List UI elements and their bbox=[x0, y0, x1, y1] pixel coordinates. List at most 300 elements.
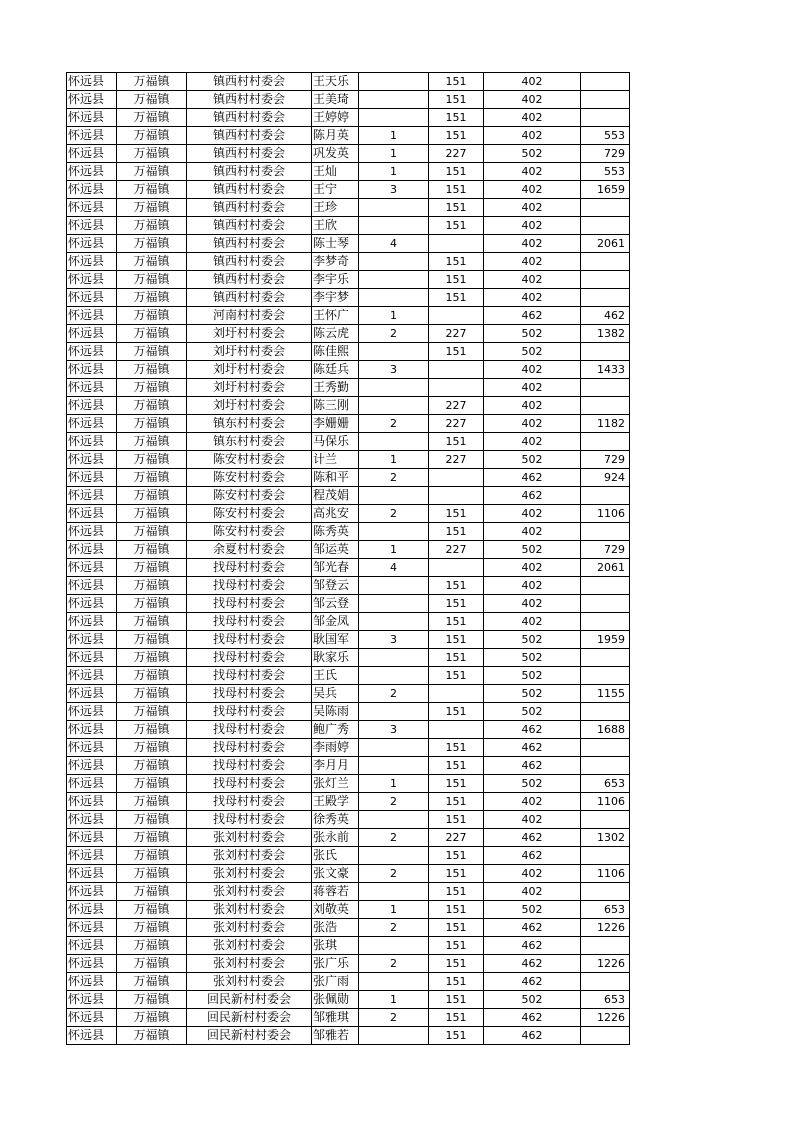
name-cell: 马保乐 bbox=[312, 433, 359, 451]
village-cell: 回民新村村委会 bbox=[187, 1027, 312, 1045]
table-row bbox=[67, 1027, 630, 1045]
town-cell: 万福镇 bbox=[117, 163, 187, 181]
town-cell: 万福镇 bbox=[117, 577, 187, 595]
town-cell: 万福镇 bbox=[117, 361, 187, 379]
name-cell: 耿家乐 bbox=[312, 649, 359, 667]
count-cell: 4 bbox=[359, 559, 429, 577]
county-cell: 怀远县 bbox=[67, 181, 117, 199]
count-cell bbox=[359, 379, 429, 397]
value-b-cell: 502 bbox=[484, 703, 581, 721]
village-cell: 镇西村村委会 bbox=[187, 109, 312, 127]
name-cell: 吴兵 bbox=[312, 685, 359, 703]
table-row bbox=[67, 307, 630, 325]
value-b-cell: 462 bbox=[484, 955, 581, 973]
value-a-cell: 151 bbox=[429, 865, 484, 883]
table-row bbox=[67, 973, 630, 991]
table-row bbox=[67, 901, 630, 919]
county-cell: 怀远县 bbox=[67, 649, 117, 667]
table-row bbox=[67, 703, 630, 721]
table-row bbox=[67, 919, 630, 937]
value-b-cell: 402 bbox=[484, 883, 581, 901]
value-b-cell: 402 bbox=[484, 415, 581, 433]
name-cell: 李宇乐 bbox=[312, 271, 359, 289]
value-a-cell: 227 bbox=[429, 415, 484, 433]
count-cell: 2 bbox=[359, 919, 429, 937]
total-cell: 653 bbox=[581, 901, 630, 919]
table-row bbox=[67, 217, 630, 235]
name-cell: 陈秀英 bbox=[312, 523, 359, 541]
village-cell: 刘圩村村委会 bbox=[187, 361, 312, 379]
value-a-cell: 151 bbox=[429, 847, 484, 865]
value-b-cell: 402 bbox=[484, 793, 581, 811]
value-a-cell: 151 bbox=[429, 973, 484, 991]
town-cell: 万福镇 bbox=[117, 325, 187, 343]
table-row bbox=[67, 235, 630, 253]
count-cell: 3 bbox=[359, 361, 429, 379]
county-cell: 怀远县 bbox=[67, 883, 117, 901]
total-cell: 1106 bbox=[581, 793, 630, 811]
value-a-cell: 151 bbox=[429, 217, 484, 235]
value-a-cell bbox=[429, 307, 484, 325]
value-b-cell: 402 bbox=[484, 235, 581, 253]
total-cell bbox=[581, 433, 630, 451]
name-cell: 邹雅若 bbox=[312, 1027, 359, 1045]
village-cell: 镇西村村委会 bbox=[187, 91, 312, 109]
value-b-cell: 402 bbox=[484, 109, 581, 127]
total-cell bbox=[581, 109, 630, 127]
town-cell: 万福镇 bbox=[117, 829, 187, 847]
town-cell: 万福镇 bbox=[117, 883, 187, 901]
value-a-cell: 151 bbox=[429, 901, 484, 919]
value-a-cell bbox=[429, 685, 484, 703]
village-cell: 刘圩村村委会 bbox=[187, 379, 312, 397]
total-cell: 2061 bbox=[581, 559, 630, 577]
county-cell: 怀远县 bbox=[67, 721, 117, 739]
value-b-cell: 402 bbox=[484, 271, 581, 289]
county-cell: 怀远县 bbox=[67, 1027, 117, 1045]
county-cell: 怀远县 bbox=[67, 505, 117, 523]
town-cell: 万福镇 bbox=[117, 1027, 187, 1045]
village-cell: 找母村村委会 bbox=[187, 739, 312, 757]
value-a-cell bbox=[429, 721, 484, 739]
name-cell: 陈士琴 bbox=[312, 235, 359, 253]
value-b-cell: 502 bbox=[484, 325, 581, 343]
town-cell: 万福镇 bbox=[117, 649, 187, 667]
count-cell bbox=[359, 883, 429, 901]
value-a-cell: 151 bbox=[429, 739, 484, 757]
value-a-cell: 151 bbox=[429, 793, 484, 811]
table-row bbox=[67, 991, 630, 1009]
name-cell: 陈和平 bbox=[312, 469, 359, 487]
town-cell: 万福镇 bbox=[117, 199, 187, 217]
value-a-cell: 151 bbox=[429, 775, 484, 793]
village-cell: 镇西村村委会 bbox=[187, 217, 312, 235]
value-b-cell: 402 bbox=[484, 199, 581, 217]
value-b-cell: 502 bbox=[484, 685, 581, 703]
value-a-cell: 151 bbox=[429, 523, 484, 541]
town-cell: 万福镇 bbox=[117, 433, 187, 451]
value-b-cell: 402 bbox=[484, 217, 581, 235]
town-cell: 万福镇 bbox=[117, 721, 187, 739]
town-cell: 万福镇 bbox=[117, 991, 187, 1009]
town-cell: 万福镇 bbox=[117, 217, 187, 235]
town-cell: 万福镇 bbox=[117, 253, 187, 271]
town-cell: 万福镇 bbox=[117, 757, 187, 775]
value-b-cell: 502 bbox=[484, 631, 581, 649]
value-a-cell bbox=[429, 379, 484, 397]
value-b-cell: 502 bbox=[484, 667, 581, 685]
table-row bbox=[67, 883, 630, 901]
total-cell: 1302 bbox=[581, 829, 630, 847]
name-cell: 王美琦 bbox=[312, 91, 359, 109]
value-a-cell: 151 bbox=[429, 127, 484, 145]
county-cell: 怀远县 bbox=[67, 955, 117, 973]
count-cell bbox=[359, 577, 429, 595]
value-b-cell: 502 bbox=[484, 343, 581, 361]
name-cell: 巩发英 bbox=[312, 145, 359, 163]
village-cell: 镇西村村委会 bbox=[187, 181, 312, 199]
village-cell: 找母村村委会 bbox=[187, 667, 312, 685]
county-cell: 怀远县 bbox=[67, 127, 117, 145]
table-row bbox=[67, 415, 630, 433]
county-cell: 怀远县 bbox=[67, 379, 117, 397]
total-cell bbox=[581, 739, 630, 757]
county-cell: 怀远县 bbox=[67, 415, 117, 433]
value-a-cell: 151 bbox=[429, 613, 484, 631]
table-row bbox=[67, 739, 630, 757]
count-cell: 2 bbox=[359, 793, 429, 811]
count-cell: 2 bbox=[359, 469, 429, 487]
value-b-cell: 402 bbox=[484, 559, 581, 577]
value-b-cell: 462 bbox=[484, 937, 581, 955]
town-cell: 万福镇 bbox=[117, 613, 187, 631]
value-b-cell: 402 bbox=[484, 397, 581, 415]
village-cell: 镇西村村委会 bbox=[187, 271, 312, 289]
name-cell: 张永前 bbox=[312, 829, 359, 847]
village-cell: 镇东村村委会 bbox=[187, 433, 312, 451]
value-b-cell: 502 bbox=[484, 145, 581, 163]
total-cell bbox=[581, 271, 630, 289]
value-a-cell: 151 bbox=[429, 577, 484, 595]
county-cell: 怀远县 bbox=[67, 631, 117, 649]
county-cell: 怀远县 bbox=[67, 217, 117, 235]
village-cell: 找母村村委会 bbox=[187, 559, 312, 577]
value-a-cell bbox=[429, 559, 484, 577]
town-cell: 万福镇 bbox=[117, 379, 187, 397]
name-cell: 王宁 bbox=[312, 181, 359, 199]
county-cell: 怀远县 bbox=[67, 109, 117, 127]
town-cell: 万福镇 bbox=[117, 685, 187, 703]
town-cell: 万福镇 bbox=[117, 307, 187, 325]
table-row bbox=[67, 505, 630, 523]
town-cell: 万福镇 bbox=[117, 1009, 187, 1027]
value-a-cell: 151 bbox=[429, 811, 484, 829]
table-row bbox=[67, 523, 630, 541]
value-b-cell: 402 bbox=[484, 163, 581, 181]
town-cell: 万福镇 bbox=[117, 415, 187, 433]
total-cell bbox=[581, 667, 630, 685]
table-row bbox=[67, 757, 630, 775]
value-b-cell: 402 bbox=[484, 361, 581, 379]
village-cell: 镇西村村委会 bbox=[187, 127, 312, 145]
total-cell: 1226 bbox=[581, 955, 630, 973]
total-cell: 553 bbox=[581, 127, 630, 145]
table-row bbox=[67, 73, 630, 91]
village-cell: 张刘村村委会 bbox=[187, 865, 312, 883]
name-cell: 陈月英 bbox=[312, 127, 359, 145]
value-a-cell: 151 bbox=[429, 163, 484, 181]
value-a-cell bbox=[429, 487, 484, 505]
table-row bbox=[67, 397, 630, 415]
village-cell: 镇东村村委会 bbox=[187, 415, 312, 433]
value-b-cell: 462 bbox=[484, 973, 581, 991]
town-cell: 万福镇 bbox=[117, 127, 187, 145]
value-b-cell: 462 bbox=[484, 739, 581, 757]
total-cell bbox=[581, 199, 630, 217]
town-cell: 万福镇 bbox=[117, 901, 187, 919]
table-row bbox=[67, 811, 630, 829]
name-cell: 耿国军 bbox=[312, 631, 359, 649]
village-cell: 镇西村村委会 bbox=[187, 163, 312, 181]
value-b-cell: 402 bbox=[484, 379, 581, 397]
county-cell: 怀远县 bbox=[67, 451, 117, 469]
village-cell: 回民新村村委会 bbox=[187, 991, 312, 1009]
count-cell bbox=[359, 343, 429, 361]
total-cell bbox=[581, 379, 630, 397]
name-cell: 王殿学 bbox=[312, 793, 359, 811]
name-cell: 陈三刚 bbox=[312, 397, 359, 415]
name-cell: 程茂娟 bbox=[312, 487, 359, 505]
village-cell: 回民新村村委会 bbox=[187, 1009, 312, 1027]
table-row bbox=[67, 127, 630, 145]
total-cell: 1226 bbox=[581, 919, 630, 937]
value-a-cell bbox=[429, 235, 484, 253]
county-cell: 怀远县 bbox=[67, 433, 117, 451]
table-row bbox=[67, 361, 630, 379]
count-cell: 1 bbox=[359, 541, 429, 559]
count-cell: 1 bbox=[359, 127, 429, 145]
total-cell: 729 bbox=[581, 451, 630, 469]
name-cell: 刘敬英 bbox=[312, 901, 359, 919]
value-a-cell: 151 bbox=[429, 757, 484, 775]
table-row bbox=[67, 199, 630, 217]
value-a-cell: 151 bbox=[429, 937, 484, 955]
town-cell: 万福镇 bbox=[117, 973, 187, 991]
count-cell: 3 bbox=[359, 181, 429, 199]
count-cell: 2 bbox=[359, 505, 429, 523]
village-cell: 刘圩村村委会 bbox=[187, 397, 312, 415]
value-b-cell: 462 bbox=[484, 829, 581, 847]
value-b-cell: 462 bbox=[484, 307, 581, 325]
count-cell: 2 bbox=[359, 415, 429, 433]
total-cell bbox=[581, 847, 630, 865]
value-a-cell: 151 bbox=[429, 199, 484, 217]
table-row bbox=[67, 451, 630, 469]
total-cell: 2061 bbox=[581, 235, 630, 253]
total-cell: 1226 bbox=[581, 1009, 630, 1027]
village-cell: 张刘村村委会 bbox=[187, 955, 312, 973]
county-cell: 怀远县 bbox=[67, 739, 117, 757]
value-b-cell: 402 bbox=[484, 127, 581, 145]
county-cell: 怀远县 bbox=[67, 685, 117, 703]
county-cell: 怀远县 bbox=[67, 973, 117, 991]
value-b-cell: 462 bbox=[484, 721, 581, 739]
village-cell: 张刘村村委会 bbox=[187, 829, 312, 847]
village-cell: 镇西村村委会 bbox=[187, 73, 312, 91]
table-row bbox=[67, 829, 630, 847]
county-cell: 怀远县 bbox=[67, 343, 117, 361]
county-cell: 怀远县 bbox=[67, 325, 117, 343]
value-a-cell: 227 bbox=[429, 145, 484, 163]
total-cell bbox=[581, 613, 630, 631]
value-b-cell: 402 bbox=[484, 577, 581, 595]
count-cell: 1 bbox=[359, 901, 429, 919]
value-b-cell: 502 bbox=[484, 541, 581, 559]
value-b-cell: 462 bbox=[484, 919, 581, 937]
village-cell: 刘圩村村委会 bbox=[187, 325, 312, 343]
count-cell bbox=[359, 847, 429, 865]
name-cell: 王欣 bbox=[312, 217, 359, 235]
value-a-cell: 227 bbox=[429, 325, 484, 343]
county-cell: 怀远县 bbox=[67, 793, 117, 811]
value-a-cell: 151 bbox=[429, 991, 484, 1009]
name-cell: 张氏 bbox=[312, 847, 359, 865]
count-cell bbox=[359, 613, 429, 631]
county-cell: 怀远县 bbox=[67, 577, 117, 595]
table-row bbox=[67, 685, 630, 703]
village-cell: 陈安村村委会 bbox=[187, 451, 312, 469]
count-cell bbox=[359, 973, 429, 991]
value-b-cell: 402 bbox=[484, 613, 581, 631]
village-cell: 陈安村村委会 bbox=[187, 523, 312, 541]
county-cell: 怀远县 bbox=[67, 289, 117, 307]
county-cell: 怀远县 bbox=[67, 469, 117, 487]
county-cell: 怀远县 bbox=[67, 397, 117, 415]
table-row bbox=[67, 721, 630, 739]
count-cell: 1 bbox=[359, 163, 429, 181]
town-cell: 万福镇 bbox=[117, 667, 187, 685]
value-b-cell: 402 bbox=[484, 865, 581, 883]
count-cell bbox=[359, 253, 429, 271]
village-cell: 找母村村委会 bbox=[187, 631, 312, 649]
county-cell: 怀远县 bbox=[67, 613, 117, 631]
town-cell: 万福镇 bbox=[117, 235, 187, 253]
total-cell bbox=[581, 937, 630, 955]
village-cell: 张刘村村委会 bbox=[187, 883, 312, 901]
town-cell: 万福镇 bbox=[117, 631, 187, 649]
table-row bbox=[67, 595, 630, 613]
total-cell: 1433 bbox=[581, 361, 630, 379]
count-cell: 3 bbox=[359, 631, 429, 649]
county-cell: 怀远县 bbox=[67, 757, 117, 775]
town-cell: 万福镇 bbox=[117, 181, 187, 199]
village-cell: 找母村村委会 bbox=[187, 649, 312, 667]
county-cell: 怀远县 bbox=[67, 487, 117, 505]
count-cell bbox=[359, 739, 429, 757]
village-cell: 找母村村委会 bbox=[187, 595, 312, 613]
table-row bbox=[67, 955, 630, 973]
name-cell: 陈云虎 bbox=[312, 325, 359, 343]
value-a-cell: 151 bbox=[429, 1009, 484, 1027]
town-cell: 万福镇 bbox=[117, 289, 187, 307]
name-cell: 邹雅琪 bbox=[312, 1009, 359, 1027]
county-cell: 怀远县 bbox=[67, 919, 117, 937]
value-a-cell: 151 bbox=[429, 343, 484, 361]
total-cell bbox=[581, 73, 630, 91]
value-a-cell: 151 bbox=[429, 253, 484, 271]
town-cell: 万福镇 bbox=[117, 775, 187, 793]
town-cell: 万福镇 bbox=[117, 739, 187, 757]
count-cell: 1 bbox=[359, 307, 429, 325]
table-row bbox=[67, 775, 630, 793]
count-cell: 2 bbox=[359, 325, 429, 343]
town-cell: 万福镇 bbox=[117, 541, 187, 559]
table-row bbox=[67, 289, 630, 307]
town-cell: 万福镇 bbox=[117, 271, 187, 289]
town-cell: 万福镇 bbox=[117, 865, 187, 883]
name-cell: 鲍广秀 bbox=[312, 721, 359, 739]
count-cell bbox=[359, 199, 429, 217]
name-cell: 蒋蓉若 bbox=[312, 883, 359, 901]
total-cell bbox=[581, 811, 630, 829]
count-cell bbox=[359, 649, 429, 667]
county-cell: 怀远县 bbox=[67, 991, 117, 1009]
table-row bbox=[67, 91, 630, 109]
value-a-cell: 151 bbox=[429, 91, 484, 109]
name-cell: 吴陈雨 bbox=[312, 703, 359, 721]
county-cell: 怀远县 bbox=[67, 235, 117, 253]
village-cell: 找母村村委会 bbox=[187, 721, 312, 739]
name-cell: 陈佳熙 bbox=[312, 343, 359, 361]
name-cell: 王天乐 bbox=[312, 73, 359, 91]
village-cell: 张刘村村委会 bbox=[187, 901, 312, 919]
county-cell: 怀远县 bbox=[67, 937, 117, 955]
village-cell: 陈安村村委会 bbox=[187, 469, 312, 487]
village-cell: 张刘村村委会 bbox=[187, 937, 312, 955]
total-cell: 1382 bbox=[581, 325, 630, 343]
value-b-cell: 402 bbox=[484, 253, 581, 271]
value-b-cell: 402 bbox=[484, 181, 581, 199]
name-cell: 张文豪 bbox=[312, 865, 359, 883]
value-b-cell: 402 bbox=[484, 73, 581, 91]
value-a-cell: 227 bbox=[429, 451, 484, 469]
table-row bbox=[67, 433, 630, 451]
name-cell: 王婷婷 bbox=[312, 109, 359, 127]
count-cell: 1 bbox=[359, 991, 429, 1009]
table-row bbox=[67, 379, 630, 397]
value-b-cell: 462 bbox=[484, 757, 581, 775]
county-cell: 怀远县 bbox=[67, 775, 117, 793]
town-cell: 万福镇 bbox=[117, 559, 187, 577]
village-cell: 找母村村委会 bbox=[187, 613, 312, 631]
value-a-cell: 151 bbox=[429, 181, 484, 199]
total-cell bbox=[581, 577, 630, 595]
town-cell: 万福镇 bbox=[117, 793, 187, 811]
table-row bbox=[67, 343, 630, 361]
name-cell: 邹云登 bbox=[312, 595, 359, 613]
total-cell: 1106 bbox=[581, 505, 630, 523]
value-b-cell: 462 bbox=[484, 469, 581, 487]
value-a-cell: 151 bbox=[429, 955, 484, 973]
name-cell: 高兆安 bbox=[312, 505, 359, 523]
total-cell: 924 bbox=[581, 469, 630, 487]
name-cell: 邹运英 bbox=[312, 541, 359, 559]
total-cell bbox=[581, 649, 630, 667]
total-cell bbox=[581, 703, 630, 721]
table-row bbox=[67, 145, 630, 163]
value-a-cell: 151 bbox=[429, 703, 484, 721]
name-cell: 张浩 bbox=[312, 919, 359, 937]
